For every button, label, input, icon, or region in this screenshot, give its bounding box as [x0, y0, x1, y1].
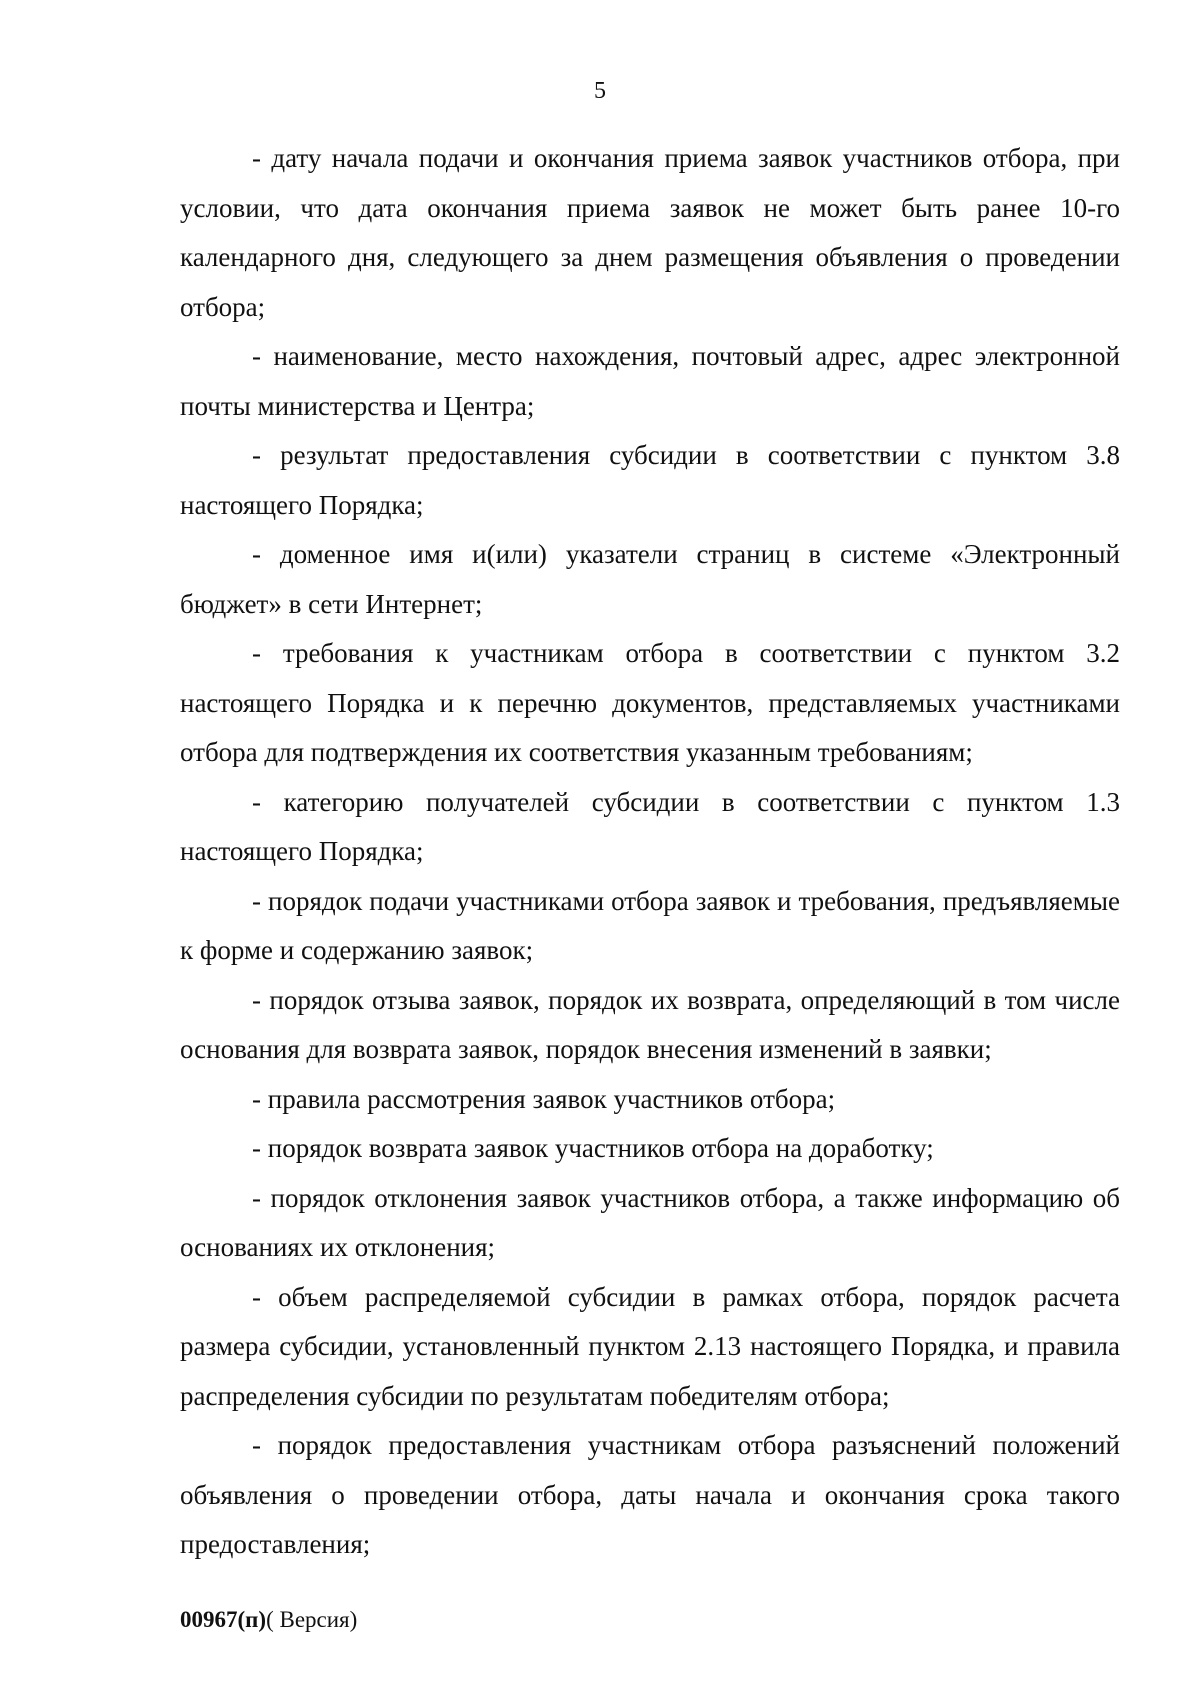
list-item: - объем распределяемой субсидии в рамках отбора, порядок расчета размера субсидии, установленный пунктом 2.13 настоящего Порядка, и правила распределения субсидии по результатам победителям отбора;: [180, 1281, 1120, 1411]
document-code: 00967(п): [180, 1607, 267, 1632]
list-item: - правила рассмотрения заявок участников отбора;: [252, 1083, 836, 1114]
list-item: - дату начала подачи и окончания приема заявок участников отбора, при условии, что дата окончания приема заявок не может быть ранее 10-го календарного дня, следующего за днем размещения объявления о проведении отбора;: [180, 143, 1120, 322]
list-item: - порядок предоставления участникам отбора разъяснений положений объявления о проведении отбора, даты начала и окончания срока такого предоставления;: [180, 1430, 1120, 1559]
list-item: - порядок подачи участниками отбора заявок и требования, предъявляемые к форме и содержанию заявок;: [180, 885, 1120, 965]
document-body: [180, 134, 1120, 1570]
page-number: 5: [594, 78, 606, 104]
list-item: - наименование, место нахождения, почтовый адрес, адрес электронной почты министерства и Центра;: [180, 341, 1120, 421]
list-item: - результат предоставления субсидии в соответствии с пунктом 3.8 настоящего Порядка;: [180, 440, 1120, 520]
list-item: - порядок возврата заявок участников отбора на доработку;: [252, 1133, 934, 1163]
list-item: - порядок отклонения заявок участников отбора, а также информацию об основаниях их отклонения;: [180, 1182, 1120, 1262]
document-version: ( Версия): [266, 1607, 358, 1632]
list-item: - требования к участникам отбора в соответствии с пунктом 3.2 настоящего Порядка и к перечню документов, представляемых участниками отбора для подтверждения их соответствия указанным требованиям;: [180, 638, 1120, 767]
document-footer: [180, 1607, 357, 1633]
list-item: - порядок отзыва заявок, порядок их возврата, определяющий в том числе основания для возврата заявок, порядок внесения изменений в заявки;: [180, 984, 1120, 1064]
list-item: - доменное имя и(или) указатели страниц в системе «Электронный бюджет» в сети Интернет;: [180, 539, 1120, 619]
list-item: - категорию получателей субсидии в соответствии с пунктом 1.3 настоящего Порядка;: [180, 786, 1120, 866]
